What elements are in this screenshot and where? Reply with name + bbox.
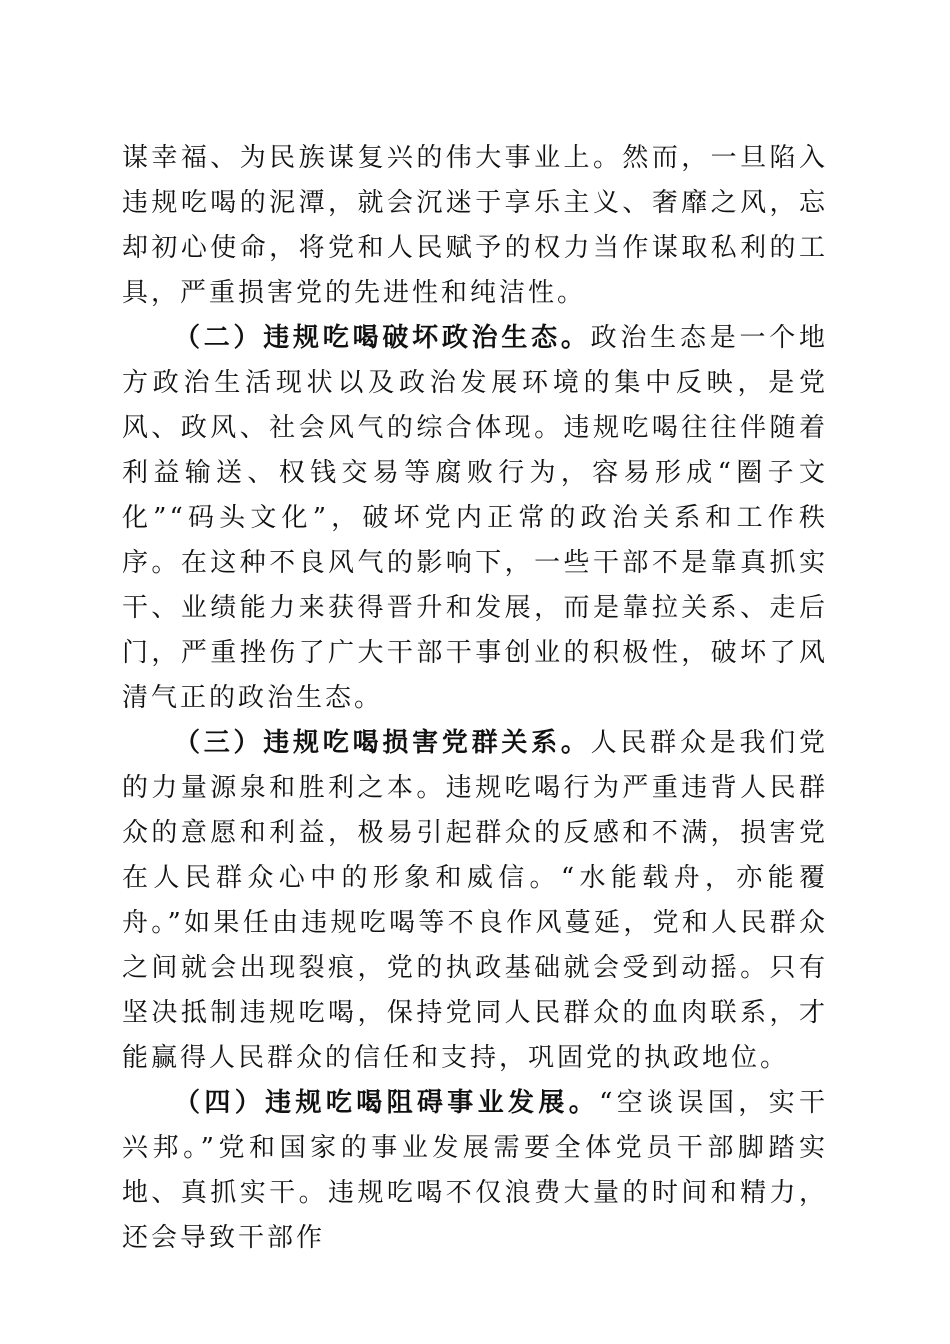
document-page: [122, 136, 828, 1261]
paragraph-section-2: [122, 316, 828, 721]
section-heading: （三）违规吃喝损害党群关系。: [174, 728, 591, 758]
section-heading: （二）违规吃喝破坏政治生态。: [174, 323, 591, 353]
paragraph-body: 谋幸福、为民族谋复兴的伟大事业上。然而，一旦陷入违规吃喝的泥潭，就会沉迷于享乐主义、奢靡之风，忘却初心使命，将党和人民赋予的权力当作谋取私利的工具，严重损害党的先进性和纯洁性。: [122, 143, 828, 308]
paragraph-section-4: [122, 1081, 828, 1261]
paragraph-section-3: [122, 721, 828, 1081]
paragraph-continuation: [122, 136, 828, 316]
paragraph-body: 人民群众是我们党的力量源泉和胜利之本。违规吃喝行为严重违背人民群众的意愿和利益，极易引起群众的反感和不满，损害党在人民群众心中的形象和威信。“水能载舟，亦能覆舟。”如果任由违规吃喝等不良作风蔓延，党和人民群众之间就会出现裂痕，党的执政基础就会受到动摇。只有坚决抵制违规吃喝，保持党同人民群众的血肉联系，才能赢得人民群众的信任和支持，巩固党的执政地位。: [122, 728, 828, 1073]
paragraph-body: 政治生态是一个地方政治生活现状以及政治发展环境的集中反映，是党风、政风、社会风气的综合体现。违规吃喝往往伴随着利益输送、权钱交易等腐败行为，容易形成“圈子文化”“码头文化”，破坏党内正常的政治关系和工作秩序。在这种不良风气的影响下，一些干部不是靠真抓实干、业绩能力来获得晋升和发展，而是靠拉关系、走后门，严重挫伤了广大干部干事创业的积极性，破坏了风清气正的政治生态。: [122, 323, 828, 713]
paragraph-body: “空谈误国，实干兴邦。”党和国家的事业发展需要全体党员干部脚踏实地、真抓实干。违规吃喝不仅浪费大量的时间和精力，还会导致干部作: [122, 1088, 828, 1253]
section-heading: （四）违规吃喝阻碍事业发展。: [174, 1088, 600, 1118]
